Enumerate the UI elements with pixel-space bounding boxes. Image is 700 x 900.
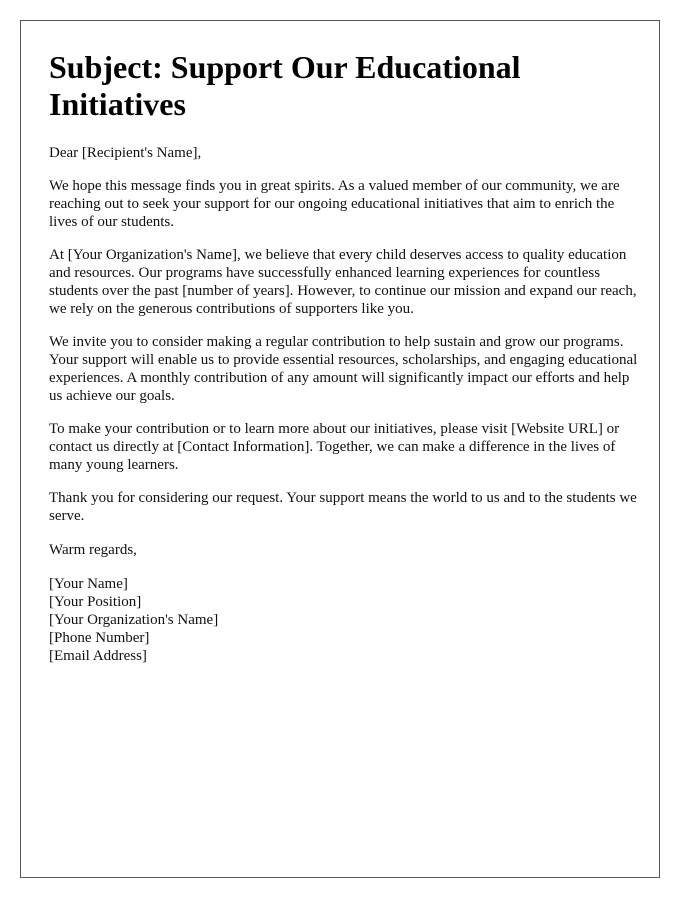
- paragraph-invitation: We invite you to consider making a regular contribution to help sustain and grow our programs. Your support will enable us to provide essential resources, scholarships, and engaging educational experiences. A monthly contribution of any amount will significantly impact our efforts and help us achieve our goals.: [49, 334, 638, 404]
- signature-name: [Your Name]: [49, 576, 128, 592]
- letter-content: [49, 49, 639, 665]
- signature-phone: [Phone Number]: [49, 630, 150, 646]
- signature-email: [Email Address]: [49, 648, 147, 664]
- letter-title: Subject: Support Our Educational Initiatives: [49, 49, 521, 122]
- salutation: Dear [Recipient's Name],: [49, 145, 202, 161]
- closing: Warm regards,: [49, 542, 137, 558]
- signature-organization: [Your Organization's Name]: [49, 612, 219, 628]
- paragraph-thanks: Thank you for considering our request. Your support means the world to us and to the students we serve.: [49, 490, 637, 524]
- signature-position: [Your Position]: [49, 594, 142, 610]
- signature-block: [49, 575, 639, 665]
- paragraph-organization: At [Your Organization's Name], we believe that every child deserves access to quality education and resources. Our programs have successfully enhanced learning experiences for countless students over the past [number of years]. However, to continue our mission and expand our reach, we rely on the generous contributions of supporters like you.: [49, 247, 637, 317]
- paragraph-contact: To make your contribution or to learn more about our initiatives, please visit [Website URL] or contact us directly at [Contact Information]. Together, we can make a difference in the lives of many young learners.: [49, 421, 620, 473]
- paragraph-intro: We hope this message finds you in great spirits. As a valued member of our community, we are reaching out to seek your support for our ongoing educational initiatives that aim to enrich the lives of our students.: [49, 178, 620, 230]
- letter-page: [20, 20, 660, 878]
